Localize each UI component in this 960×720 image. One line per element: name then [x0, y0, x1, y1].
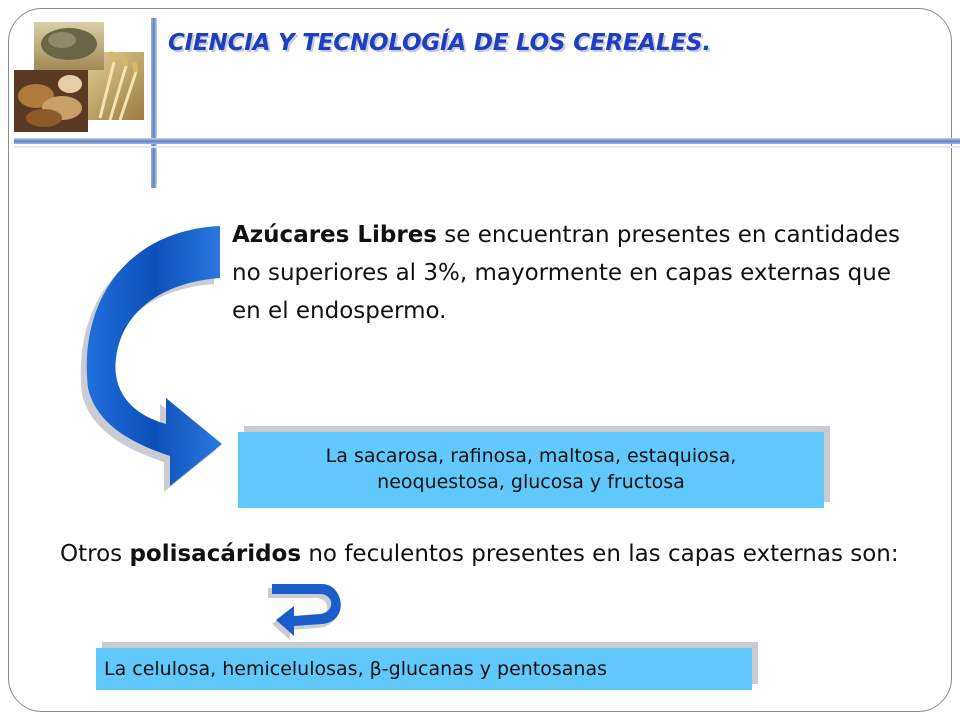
u-turn-arrow-left-icon: [264, 576, 354, 640]
polysaccharides-lead: Otros: [60, 541, 130, 567]
free-sugars-description: se encuentran presentes en cantidades no superiores al 3%, mayormente en capas externas que en el endospermo.: [232, 222, 900, 324]
free-sugars-paragraph: [232, 216, 912, 330]
header-rule-shadow: [14, 146, 960, 148]
polysaccharides-paragraph: [60, 536, 920, 573]
header-vertical-rule: [151, 18, 157, 188]
cereals-logo: [14, 22, 146, 132]
slide-title: CIENCIA Y TECNOLOGÍA DE LOS CEREALES.: [168, 30, 711, 56]
curved-arrow-down-right-icon: [60, 218, 230, 518]
header-horizontal-rule: [14, 138, 960, 144]
fiber-list-box: La celulosa, hemicelulosas, β-glucanas y pentosanas: [96, 648, 752, 690]
polysaccharides-term: polisacáridos: [129, 541, 302, 567]
polysaccharides-description: no feculentos presentes en las capas externas son:: [301, 541, 899, 567]
sugars-list-line-1: La sacarosa, rafinosa, maltosa, estaquiosa,: [325, 445, 737, 467]
sugars-list-box: [238, 432, 824, 508]
sugars-list-line-2: neoquestosa, glucosa y fructosa: [377, 471, 685, 493]
free-sugars-term: Azúcares Libres: [232, 222, 437, 248]
